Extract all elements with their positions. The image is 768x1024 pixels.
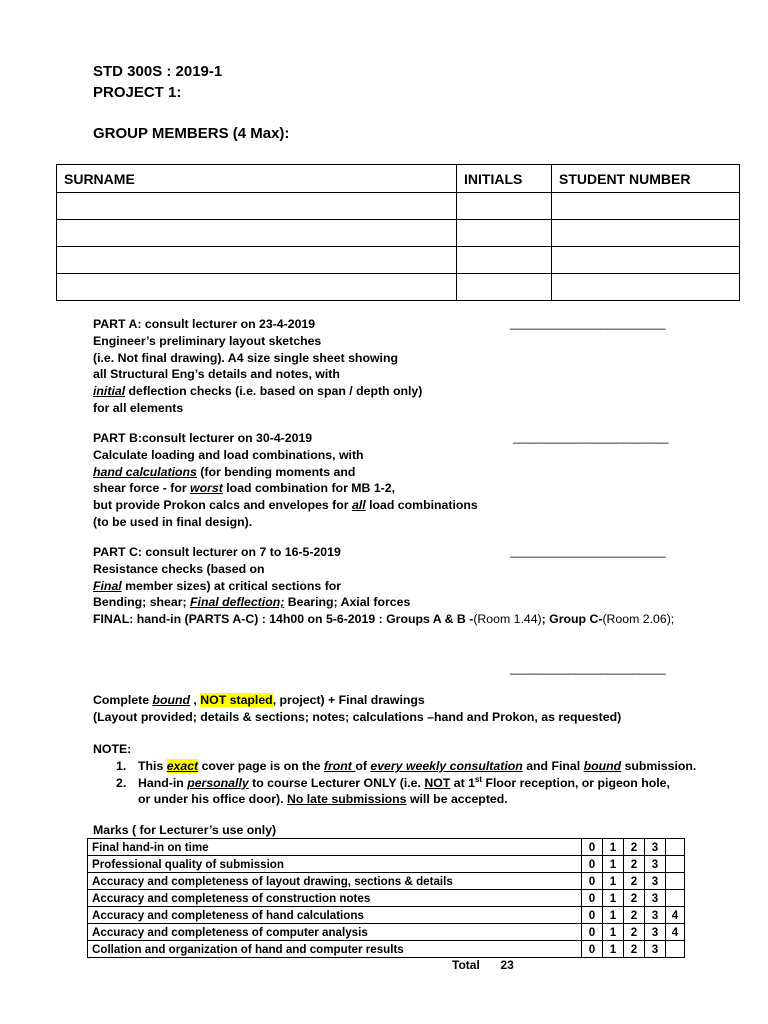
score-option[interactable]: 2 [624, 839, 645, 856]
marks-criterion: Collation and organization of hand and computer results [88, 941, 582, 958]
score-option[interactable]: 3 [645, 941, 666, 958]
score-option[interactable]: 3 [645, 856, 666, 873]
member-row [57, 193, 740, 220]
initials-cell[interactable] [457, 220, 552, 247]
final-handin-line: FINAL: hand-in (PARTS A-C) : 14h00 on 5-6-2019 : Groups A & B -(Room 1.44); Group C-(Room 2.06); [93, 612, 675, 627]
members-header-row [57, 165, 740, 193]
score-option[interactable]: 3 [645, 839, 666, 856]
marks-row [88, 856, 685, 873]
surname-cell[interactable] [57, 220, 457, 247]
initials-cell[interactable] [457, 274, 552, 301]
part-c-line: Resistance checks (based on [93, 561, 265, 576]
final-deflection-emphasis: Final deflection; [190, 595, 285, 610]
part-b-signature-line[interactable]: ________________________ [513, 430, 669, 444]
total-label: Total [452, 958, 480, 972]
student-number-header: STUDENT NUMBER [552, 165, 740, 193]
member-row [57, 220, 740, 247]
score-option[interactable]: 3 [645, 890, 666, 907]
part-c-title: PART C: consult lecturer on 7 to 16-5-2019 [93, 545, 341, 559]
part-a-line: for all elements [93, 400, 184, 415]
part-b-title: PART B:consult lecturer on 30-4-2019 [93, 431, 313, 445]
marks-criterion: Accuracy and completeness of layout drawing, sections & details [88, 873, 582, 890]
marks-row [88, 907, 685, 924]
marks-criterion: Accuracy and completeness of hand calculations [88, 907, 582, 924]
score-extra[interactable]: 4 [666, 924, 685, 941]
score-option[interactable]: 3 [645, 873, 666, 890]
surname-cell[interactable] [57, 247, 457, 274]
part-a-line: (i.e. Not final drawing). A4 size single sheet showing [93, 350, 398, 365]
complete-details-line: (Layout provided; details & sections; notes; calculations –hand and Prokon, as requested) [93, 709, 622, 724]
marks-criterion: Accuracy and completeness of construction notes [88, 890, 582, 907]
score-extra[interactable]: 4 [666, 907, 685, 924]
hand-calculations-emphasis: hand calculations [93, 464, 197, 479]
score-option[interactable]: 1 [603, 856, 624, 873]
score-option[interactable]: 0 [582, 873, 603, 890]
score-option[interactable]: 1 [603, 907, 624, 924]
marks-row [88, 890, 685, 907]
part-a-line: all Structural Eng’s details and notes, with [93, 367, 340, 382]
not-stapled-highlight: NOT stapled [200, 693, 273, 707]
score-extra[interactable] [666, 873, 685, 890]
part-a-line: initial deflection checks (i.e. based on span / depth only) [93, 384, 423, 399]
course-code: STD 300S : 2019-1 [93, 63, 223, 80]
marks-table [87, 838, 685, 958]
part-c-line: Final member sizes) at critical sections for [93, 578, 342, 593]
initials-header: INITIALS [457, 165, 552, 193]
final-emphasis: Final [93, 578, 122, 593]
score-extra[interactable] [666, 839, 685, 856]
score-option[interactable]: 2 [624, 873, 645, 890]
members-table [56, 164, 740, 301]
marks-criterion: Accuracy and completeness of computer analysis [88, 924, 582, 941]
final-signature-line[interactable]: ________________________ [510, 661, 666, 675]
part-c-signature-line[interactable]: ________________________ [510, 544, 666, 558]
part-b-line: hand calculations (for bending moments and [93, 464, 356, 479]
surname-header: SURNAME [57, 165, 457, 193]
worst-emphasis: worst [190, 481, 223, 496]
member-row [57, 274, 740, 301]
surname-cell[interactable] [57, 193, 457, 220]
marks-row [88, 941, 685, 958]
score-option[interactable]: 2 [624, 941, 645, 958]
score-option[interactable]: 1 [603, 924, 624, 941]
score-option[interactable]: 0 [582, 907, 603, 924]
score-option[interactable]: 2 [624, 924, 645, 941]
exact-highlight: exact [166, 758, 199, 773]
student-number-cell[interactable] [552, 193, 740, 220]
score-option[interactable]: 3 [645, 924, 666, 941]
part-c-line: Bending; shear; Final deflection; Bearing; Axial forces [93, 595, 411, 610]
note-item: 1. This exact cover page is on the front of every weekly consultation and Final bound submission. [116, 758, 697, 773]
part-b-line: (to be used in final design). [93, 514, 253, 529]
marks-criterion: Professional quality of submission [88, 856, 582, 873]
project-title: PROJECT 1: [93, 84, 182, 101]
part-b-block [93, 430, 513, 531]
marks-title: Marks ( for Lecturer’s use only) [93, 823, 277, 837]
part-b-line: Calculate loading and load combinations, with [93, 447, 364, 462]
score-option[interactable]: 2 [624, 907, 645, 924]
note-title: NOTE: [93, 742, 132, 756]
score-option[interactable]: 0 [582, 924, 603, 941]
bound-emphasis: bound [152, 693, 191, 707]
initials-cell[interactable] [457, 247, 552, 274]
marks-criterion: Final hand-in on time [88, 839, 582, 856]
score-extra[interactable] [666, 890, 685, 907]
score-option[interactable]: 2 [624, 890, 645, 907]
initials-cell[interactable] [457, 193, 552, 220]
part-a-signature-line[interactable]: ________________________ [510, 316, 666, 330]
score-option[interactable]: 0 [582, 941, 603, 958]
marks-row [88, 839, 685, 856]
score-option[interactable]: 0 [582, 890, 603, 907]
score-option[interactable]: 1 [603, 873, 624, 890]
score-option[interactable]: 1 [603, 890, 624, 907]
part-a-block [93, 316, 513, 417]
marks-row [88, 924, 685, 941]
member-row [57, 247, 740, 274]
total-row [452, 958, 514, 972]
part-b-line: but provide Prokon calcs and envelopes for all load combinations [93, 498, 478, 513]
all-emphasis: all [351, 498, 366, 513]
part-a-line: Engineer’s preliminary layout sketches [93, 333, 322, 348]
complete-block [93, 692, 733, 726]
student-number-cell[interactable] [552, 247, 740, 274]
part-a-title: PART A: consult lecturer on 23-4-2019 [93, 317, 316, 331]
note-item: 2. Hand-in personally to course Lecturer ONLY (i.e. NOT at 1st Floor reception, or pigeon hole, or under his office door). No late submissions will be accepted. [116, 774, 670, 807]
student-number-cell[interactable] [552, 274, 740, 301]
group-members-title: GROUP MEMBERS (4 Max): [93, 125, 290, 142]
part-b-line: shear force - for worst load combination for MB 1-2, [93, 481, 396, 496]
surname-cell[interactable] [57, 274, 457, 301]
score-option[interactable]: 1 [603, 941, 624, 958]
score-option[interactable]: 3 [645, 907, 666, 924]
total-value: 23 [500, 958, 514, 972]
score-extra[interactable] [666, 856, 685, 873]
student-number-cell[interactable] [552, 220, 740, 247]
score-option[interactable]: 1 [603, 839, 624, 856]
initial-emphasis: initial [93, 384, 126, 399]
score-option[interactable]: 0 [582, 839, 603, 856]
note-list [93, 758, 733, 808]
note-block [93, 741, 733, 808]
complete-line: Complete bound , NOT stapled, project) + Final drawings [93, 693, 425, 707]
marks-row [88, 873, 685, 890]
score-option[interactable]: 2 [624, 856, 645, 873]
score-extra[interactable] [666, 941, 685, 958]
score-option[interactable]: 0 [582, 856, 603, 873]
